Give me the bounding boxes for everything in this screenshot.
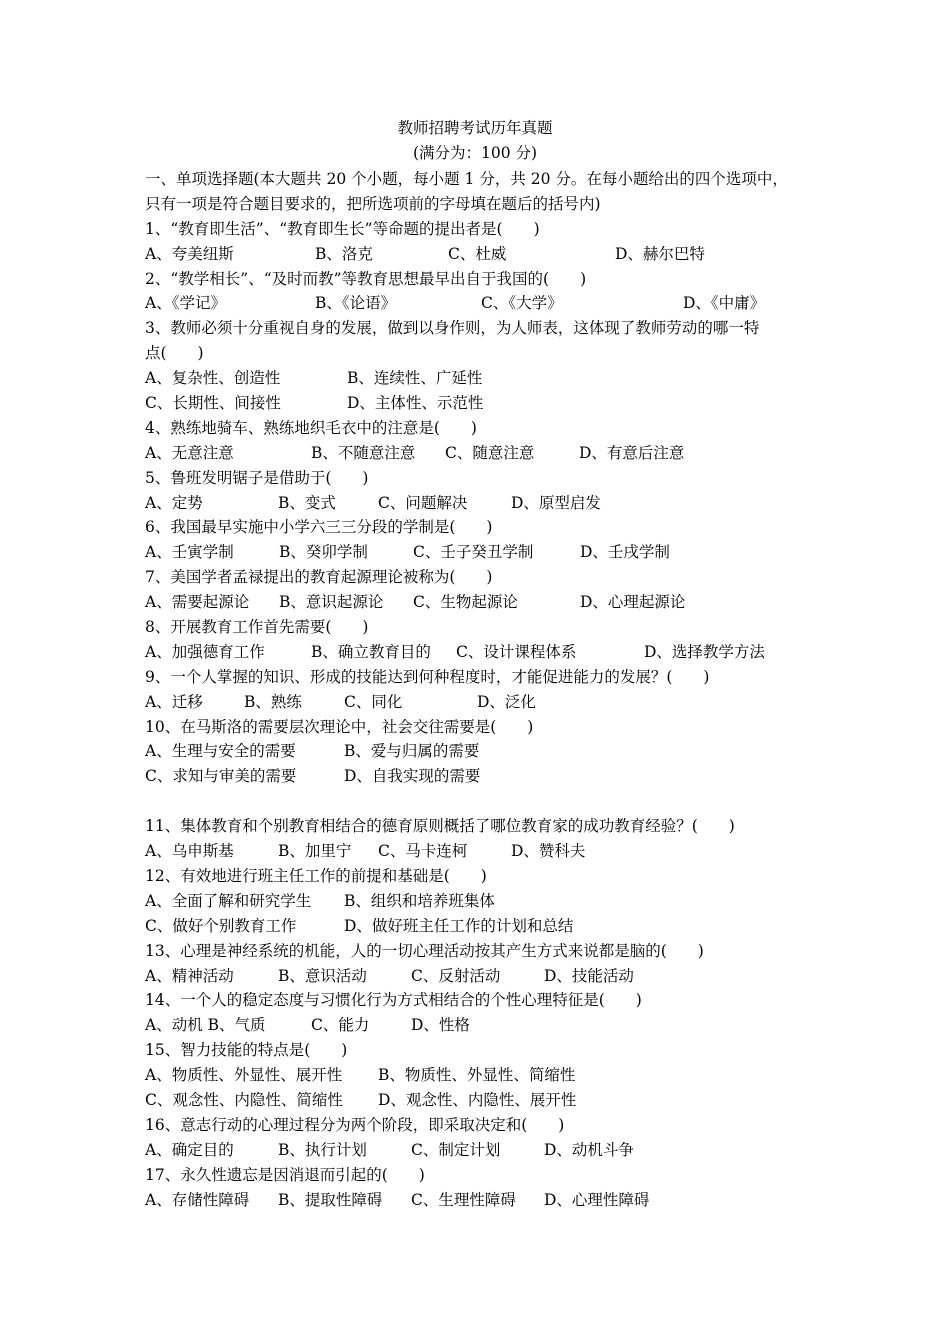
question-stem-text: 11、集体教育和个别教育相结合的德育原则概括了哪位教育家的成功教育经验？( )	[145, 817, 735, 836]
option-row	[145, 1063, 825, 1088]
question-stem-text: 16、意志行动的心理过程分为两个阶段，即采取决定和( )	[145, 1115, 565, 1134]
answer-option: B、《论语》	[315, 294, 397, 313]
answer-option: D、自我实现的需要	[344, 767, 481, 786]
question-stem	[145, 217, 825, 242]
answer-option: A、《学记》	[145, 294, 226, 313]
answer-option: D、壬戌学制	[580, 543, 670, 562]
answer-option: D、观念性、内隐性、展开性	[378, 1090, 577, 1109]
question-stem-text: 2、“教学相长”、“及时而教”等教育思想最早出自于我国的( )	[145, 269, 587, 288]
option-row	[145, 640, 825, 665]
answer-option: A、夸美纽斯	[145, 244, 234, 263]
question-stem	[145, 939, 825, 964]
question-stem-text: 12、有效地进行班主任工作的前提和基础是( )	[145, 866, 487, 885]
answer-option: B、熟练	[244, 692, 302, 711]
answer-option: D、主体性、示范性	[347, 394, 484, 413]
answer-option: A、乌申斯基	[145, 842, 234, 861]
answer-option: D、做好班主任工作的计划和总结	[344, 916, 574, 935]
question-stem	[145, 665, 825, 690]
question-stem-text: 9、一个人掌握的知识、形成的技能达到何种程度时，才能促进能力的发展？( )	[145, 667, 710, 686]
question-stem-text: 1、“教育即生活”、“教育即生长”等命题的提出者是( )	[145, 219, 540, 238]
answer-option: B、物质性、外显性、简缩性	[378, 1066, 576, 1085]
option-row	[145, 1138, 825, 1163]
question-stem	[145, 341, 825, 366]
answer-option: C、制定计划	[411, 1140, 501, 1159]
answer-option: C、《大学》	[481, 294, 563, 313]
option-row	[145, 491, 825, 516]
document-subtitle: (满分为：100 分)	[412, 144, 538, 162]
answer-option: B、爱与归属的需要	[344, 742, 480, 761]
answer-option: D、泛化	[477, 692, 536, 711]
option-row	[145, 291, 825, 316]
answer-option: B、连续性、广延性	[347, 369, 483, 388]
answer-option: A、全面了解和研究学生	[145, 891, 312, 910]
answer-option: D、有意后注意	[579, 443, 685, 462]
option-row	[145, 739, 825, 764]
question-stem	[145, 466, 825, 491]
question-stem	[145, 1163, 825, 1188]
question-stem-text: 10、在马斯洛的需要层次理论中，社会交往需要是( )	[145, 717, 534, 736]
question-stem-text: 4、熟练地骑车、熟练地织毛衣中的注意是( )	[145, 418, 477, 437]
option-row	[145, 441, 825, 466]
answer-option: D、赫尔巴特	[615, 244, 705, 263]
answer-option: B、不随意注意	[311, 443, 416, 462]
answer-option: B、意识活动	[278, 966, 367, 985]
answer-option: C、随意注意	[445, 443, 535, 462]
question-stem-text: 3、教师必须十分重视自身的发展，做到以身作则，为人师表，这体现了教师劳动的哪一特	[145, 319, 760, 338]
answer-option: C、生物起源论	[413, 593, 518, 612]
question-stem	[145, 316, 825, 341]
answer-option: A、无意注意	[145, 443, 234, 462]
answer-option: B、执行计划	[278, 1140, 367, 1159]
option-row	[145, 366, 825, 391]
answer-option: C、马卡连柯	[378, 842, 468, 861]
answer-option: B、意识起源论	[279, 593, 384, 612]
question-stem	[145, 515, 825, 540]
answer-option: C、能力	[311, 1016, 370, 1035]
answer-option: D、原型启发	[511, 493, 601, 512]
question-stem	[145, 565, 825, 590]
section-instruction-text: 只有一项是符合题目要求的，把所选项前的字母填在题后的括号内)	[145, 194, 601, 213]
answer-option: B、洛克	[315, 244, 373, 263]
question-stem	[145, 267, 825, 292]
answer-option: A、动机 B、气质	[145, 1016, 266, 1035]
answer-option: A、加强德育工作	[145, 642, 265, 661]
answer-option: C、生理性障碍	[411, 1190, 516, 1209]
answer-option: A、存储性障碍	[145, 1190, 250, 1209]
answer-option: D、赞科夫	[511, 842, 586, 861]
answer-option: D、《中庸》	[683, 294, 766, 313]
answer-option: C、杜威	[448, 244, 507, 263]
answer-option: C、求知与审美的需要	[145, 767, 297, 786]
answer-option: B、加里宁	[278, 842, 352, 861]
answer-option: A、定势	[145, 493, 203, 512]
question-stem	[145, 864, 825, 889]
answer-option: A、壬寅学制	[145, 543, 234, 562]
answer-option: A、迁移	[145, 692, 203, 711]
answer-option: C、同化	[344, 692, 403, 711]
question-stem	[145, 1038, 825, 1063]
answer-option: B、确立教育目的	[311, 642, 431, 661]
question-stem	[145, 715, 825, 740]
answer-option: B、变式	[278, 493, 336, 512]
option-row	[145, 764, 825, 789]
answer-option: B、癸卯学制	[279, 543, 368, 562]
answer-option: A、物质性、外显性、展开性	[145, 1066, 343, 1085]
answer-option: B、组织和培养班集体	[344, 891, 495, 910]
option-row	[145, 242, 825, 267]
question-stem-text: 14、一个人的稳定态度与习惯化行为方式相结合的个性心理特征是( )	[145, 991, 642, 1010]
option-row	[145, 964, 825, 989]
question-stem-text: 7、美国学者孟禄提出的教育起源理论被称为( )	[145, 568, 493, 587]
answer-option: B、提取性障碍	[278, 1190, 383, 1209]
question-stem	[145, 1113, 825, 1138]
section-instruction	[145, 192, 825, 217]
question-stem	[145, 988, 825, 1013]
option-row	[145, 590, 825, 615]
section-instruction	[145, 167, 825, 192]
answer-option: D、技能活动	[544, 966, 634, 985]
answer-option: C、长期性、间接性	[145, 394, 281, 413]
question-stem-text: 15、智力技能的特点是( )	[145, 1041, 348, 1060]
option-row	[145, 391, 825, 416]
question-stem-text: 13、心理是神经系统的机能，人的一切心理活动按其产生方式来说都是脑的( )	[145, 941, 704, 960]
answer-option: D、选择教学方法	[644, 642, 765, 661]
document-title: 教师招聘考试历年真题	[397, 119, 553, 137]
question-stem-text: 17、永久性遗忘是因消退而引起的( )	[145, 1165, 425, 1184]
option-row	[145, 889, 825, 914]
option-row	[145, 1013, 825, 1038]
answer-option: A、复杂性、创造性	[145, 369, 281, 388]
question-stem	[145, 789, 825, 839]
question-stem-text: 8、开展教育工作首先需要( )	[145, 618, 369, 637]
answer-option: D、心理性障碍	[544, 1190, 650, 1209]
question-stem-text: 5、鲁班发明锯子是借助于( )	[145, 468, 369, 487]
answer-option: A、需要起源论	[145, 593, 250, 612]
answer-option: C、做好个别教育工作	[145, 916, 297, 935]
answer-option: A、生理与安全的需要	[145, 742, 296, 761]
option-row	[145, 1088, 825, 1113]
question-list	[145, 167, 825, 1212]
answer-option: D、心理起源论	[580, 593, 686, 612]
answer-option: C、设计课程体系	[456, 642, 577, 661]
answer-option: C、观念性、内隐性、简缩性	[145, 1090, 343, 1109]
question-stem	[145, 416, 825, 441]
option-row	[145, 690, 825, 715]
question-stem-text: 6、我国最早实施中小学六三三分段的学制是( )	[145, 518, 493, 537]
answer-option: C、反射活动	[411, 966, 501, 985]
option-row	[145, 1188, 825, 1213]
question-stem-text: 点( )	[145, 344, 204, 363]
section-instruction-text: 一、单项选择题(本大题共 20 个小题，每小题 1 分，共 20 分。在每小题给出的四个选项中，	[145, 170, 788, 188]
option-row	[145, 540, 825, 565]
option-row	[145, 914, 825, 939]
answer-option: D、动机斗争	[544, 1140, 634, 1159]
answer-option: C、问题解决	[378, 493, 468, 512]
answer-option: A、精神活动	[145, 966, 234, 985]
option-row	[145, 839, 825, 864]
answer-option: D、性格	[411, 1016, 470, 1035]
answer-option: C、壬子癸丑学制	[413, 543, 534, 562]
answer-option: A、确定目的	[145, 1140, 234, 1159]
question-stem	[145, 615, 825, 640]
